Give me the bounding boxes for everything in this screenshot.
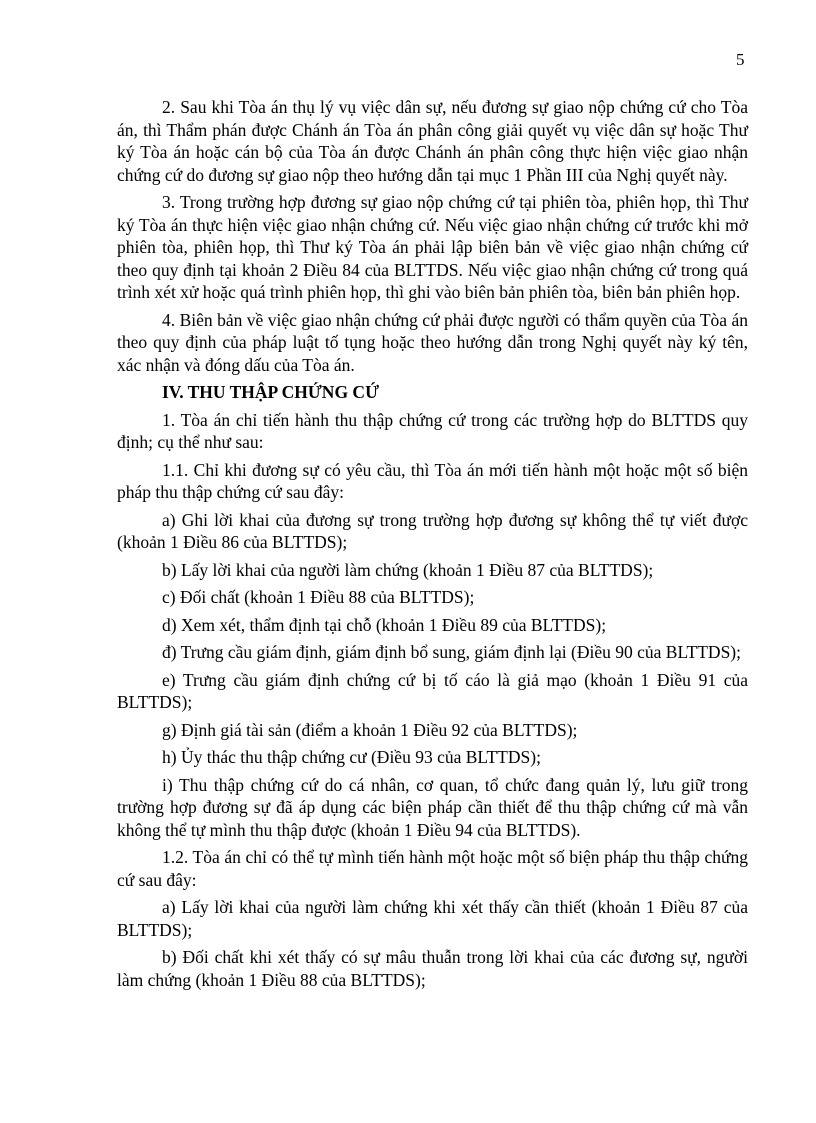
list-item-c: c) Đối chất (khoản 1 Điều 88 của BLTTDS); — [162, 587, 475, 607]
page-number: 5 — [736, 50, 745, 69]
paragraph-2: 2. Sau khi Tòa án thụ lý vụ việc dân sự, nếu đương sự giao nộp chứng cứ cho Tòa án, thì Thẩm phán được Chánh án Tòa án phân công giải quyết vụ việc dân sự hoặc Thư ký Tòa án hoặc cán bộ của Tòa án được Chánh án phân công thực hiện việc giao nhận chứng cứ do đương sự giao nộp theo hướng dẫn tại mục 1 Phần III của Nghị quyết này. — [117, 97, 748, 185]
paragraph-iv-1-1: 1.1. Chỉ khi đương sự có yêu cầu, thì Tòa án mới tiến hành một hoặc một số biện pháp thu thập chứng cứ sau đây: — [117, 459, 748, 502]
list-item-b: b) Lấy lời khai của người làm chứng (khoản 1 Điều 87 của BLTTDS); — [162, 559, 654, 580]
section-heading-iv: IV. THU THẬP CHỨNG CỨ — [162, 382, 379, 402]
list-item-d: d) Xem xét, thẩm định tại chỗ (khoản 1 Điều 89 của BLTTDS); — [162, 614, 607, 635]
paragraph-iv-1: 1. Tòa án chỉ tiến hành thu thập chứng cứ trong các trường hợp do BLTTDS quy định; cụ thể như sau: — [117, 409, 748, 452]
document-body — [117, 96, 748, 996]
list-item-g: g) Định giá tài sản (điểm a khoản 1 Điều 92 của BLTTDS); — [162, 719, 578, 740]
list-item-1-2-a: a) Lấy lời khai của người làm chứng khi xét thấy cần thiết (khoản 1 Điều 87 của BLTTDS); — [117, 897, 748, 940]
paragraph-3: 3. Trong trường hợp đương sự giao nộp chứng cứ tại phiên tòa, phiên họp, thì Thư ký Tòa án thực hiện việc giao nhận chứng cứ. Nếu việc giao nhận chứng cứ trước khi mở phiên tòa, phiên họp, thì Thư ký Tòa án phải lập biên bản về việc giao nhận chứng cứ theo quy định tại khoản 2 Điều 84 của BLTTDS. Nếu việc giao nhận chứng cứ trong quá trình xét xử hoặc quá trình phiên họp, thì ghi vào biên bản phiên tòa, biên bản phiên họp. — [117, 192, 748, 302]
list-item-h: h) Ủy thác thu thập chứng cư (Điều 93 của BLTTDS); — [162, 747, 541, 767]
paragraph-iv-1-2: 1.2. Tòa án chỉ có thể tự mình tiến hành một hoặc một số biện pháp thu thập chứng cứ sau đây: — [117, 847, 748, 890]
list-item-e: e) Trưng cầu giám định chứng cứ bị tố cáo là giả mạo (khoản 1 Điều 91 của BLTTDS); — [117, 669, 748, 712]
list-item-a: a) Ghi lời khai của đương sự trong trường hợp đương sự không thể tự viết được (khoản 1 Điều 86 của BLTTDS); — [117, 509, 748, 552]
list-item-dd: đ) Trưng cầu giám định, giám định bổ sung, giám định lại (Điều 90 của BLTTDS); — [162, 642, 741, 662]
paragraph-4: 4. Biên bản về việc giao nhận chứng cứ phải được người có thẩm quyền của Tòa án theo quy định của pháp luật tố tụng hoặc theo hướng dẫn trong Nghị quyết này ký tên, xác nhận và đóng dấu của Tòa án. — [117, 309, 748, 375]
list-item-i: i) Thu thập chứng cứ do cá nhân, cơ quan, tổ chức đang quản lý, lưu giữ trong trường hợp đương sự đã áp dụng các biện pháp cần thiết để thu thập chứng cứ mà vẫn không thể tự mình thu thập được (khoản 1 Điều 94 của BLTTDS). — [117, 774, 748, 840]
list-item-1-2-b: b) Đối chất khi xét thấy có sự mâu thuẫn trong lời khai của các đương sự, người làm chứng (khoản 1 Điều 88 của BLTTDS); — [117, 947, 748, 990]
